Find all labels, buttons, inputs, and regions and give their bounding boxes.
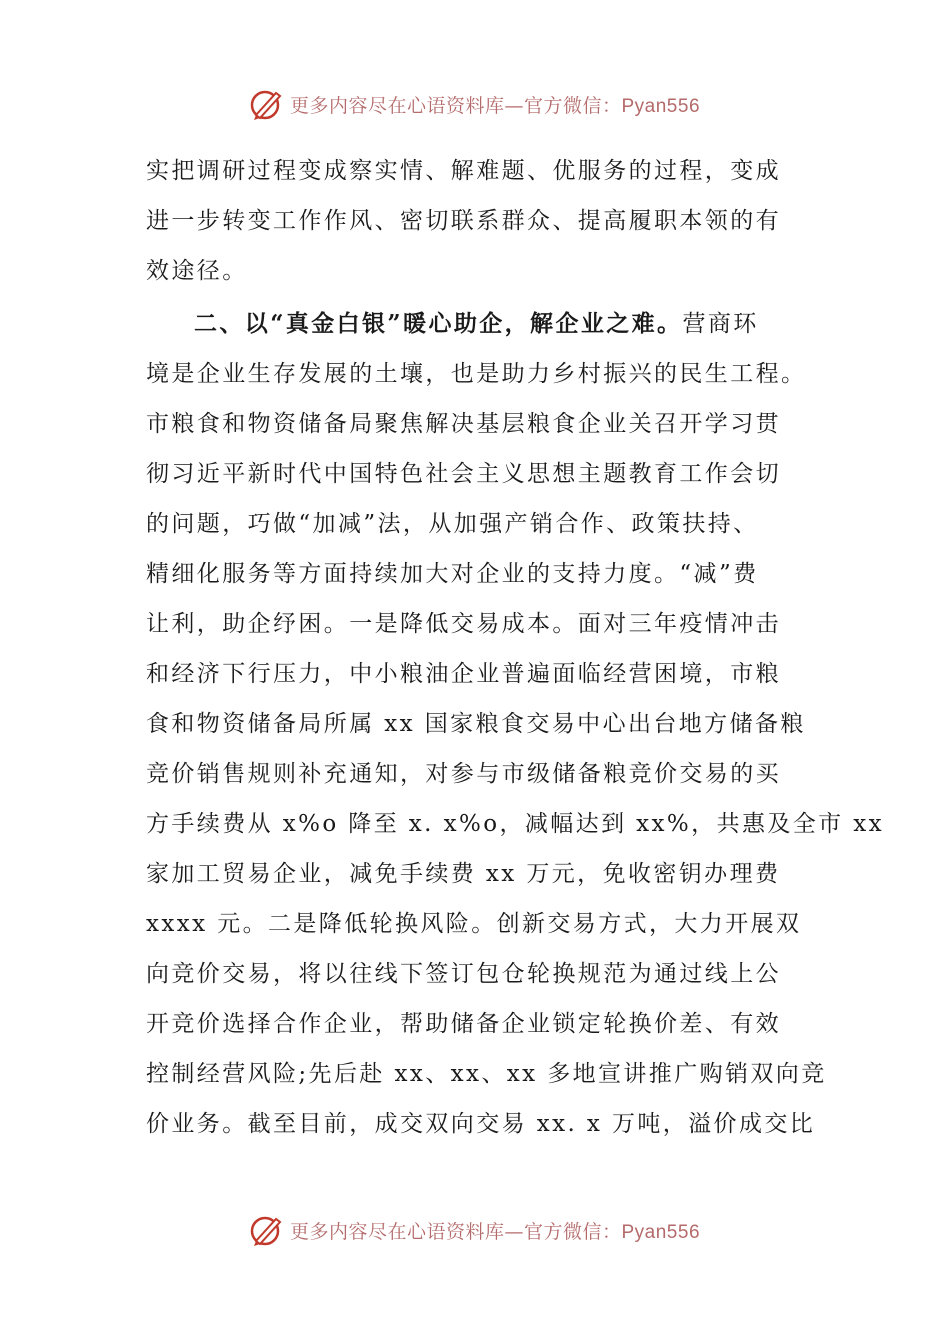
text-line-8: 的问题，巧做“加减”法，从加强产销合作、政策扶持、 (146, 511, 759, 537)
section-heading-line (146, 299, 806, 349)
section-heading-rest: 营商环 (682, 311, 759, 337)
text-line-18: 开竞价选择合作企业，帮助储备企业锁定轮换价差、有效 (146, 1011, 781, 1037)
banner-text: 更多内容尽在心语资料库—官方微信：Pyan556 (289, 1220, 701, 1243)
text-line-13: 竞价销售规则补充通知，对参与市级储备粮竞价交易的买 (146, 761, 781, 787)
text-line-16: xxxx 元。二是降低轮换风险。创新交易方式，大力开展双 (146, 911, 802, 937)
text-line-6: 市粮食和物资储备局聚焦解决基层粮食企业关召开学习贯 (146, 411, 781, 437)
text-line-7: 彻习近平新时代中国特色社会主义思想主题教育工作会切 (146, 461, 781, 487)
footer-banner (0, 1210, 950, 1250)
pen-circle-icon (250, 87, 284, 121)
text-line-20: 价业务。截至目前，成交双向交易 xx. x 万吨，溢价成交比 (146, 1111, 816, 1137)
document-body (146, 146, 885, 1149)
wechat-id: Pyan556 (621, 1221, 701, 1243)
text-line-10: 让利，助企纾困。一是降低交易成本。面对三年疫情冲击 (146, 611, 781, 637)
wechat-id: Pyan556 (621, 95, 701, 117)
banner-text: 更多内容尽在心语资料库—官方微信：Pyan556 (289, 94, 701, 117)
text-line-2: 进一步转变工作作风、密切联系群众、提高履职本领的有 (146, 208, 781, 234)
text-line-11: 和经济下行压力，中小粮油企业普遍面临经营困境，市粮 (146, 661, 781, 687)
text-line-3: 效途径。 (146, 258, 248, 284)
text-line-9: 精细化服务等方面持续加大对企业的支持力度。“减”费 (146, 561, 759, 587)
text-line-12: 食和物资储备局所属 xx 国家粮食交易中心出台地方储备粮 (146, 711, 806, 737)
text-line-17: 向竞价交易，将以往线下签订包仓轮换规范为通过线上公 (146, 961, 781, 987)
text-line-15: 家加工贸易企业，减免手续费 xx 万元，免收密钥办理费 (146, 861, 781, 887)
pen-circle-icon (250, 1213, 284, 1247)
text-line-1: 实把调研过程变成察实情、解难题、优服务的过程，变成 (146, 158, 781, 184)
text-line-14: 方手续费从 x%o 降至 x. x%o，减幅达到 xx%，共惠及全市 xx (146, 811, 885, 837)
text-line-5: 境是企业生存发展的土壤，也是助力乡村振兴的民生工程。 (146, 361, 807, 387)
section-heading: 二、以“真金白银”暖心助企，解企业之难。 (194, 310, 683, 337)
text-line-19: 控制经营风险;先后赴 xx、xx、xx 多地宣讲推广购销双向竞 (146, 1061, 827, 1087)
header-banner (0, 84, 950, 124)
